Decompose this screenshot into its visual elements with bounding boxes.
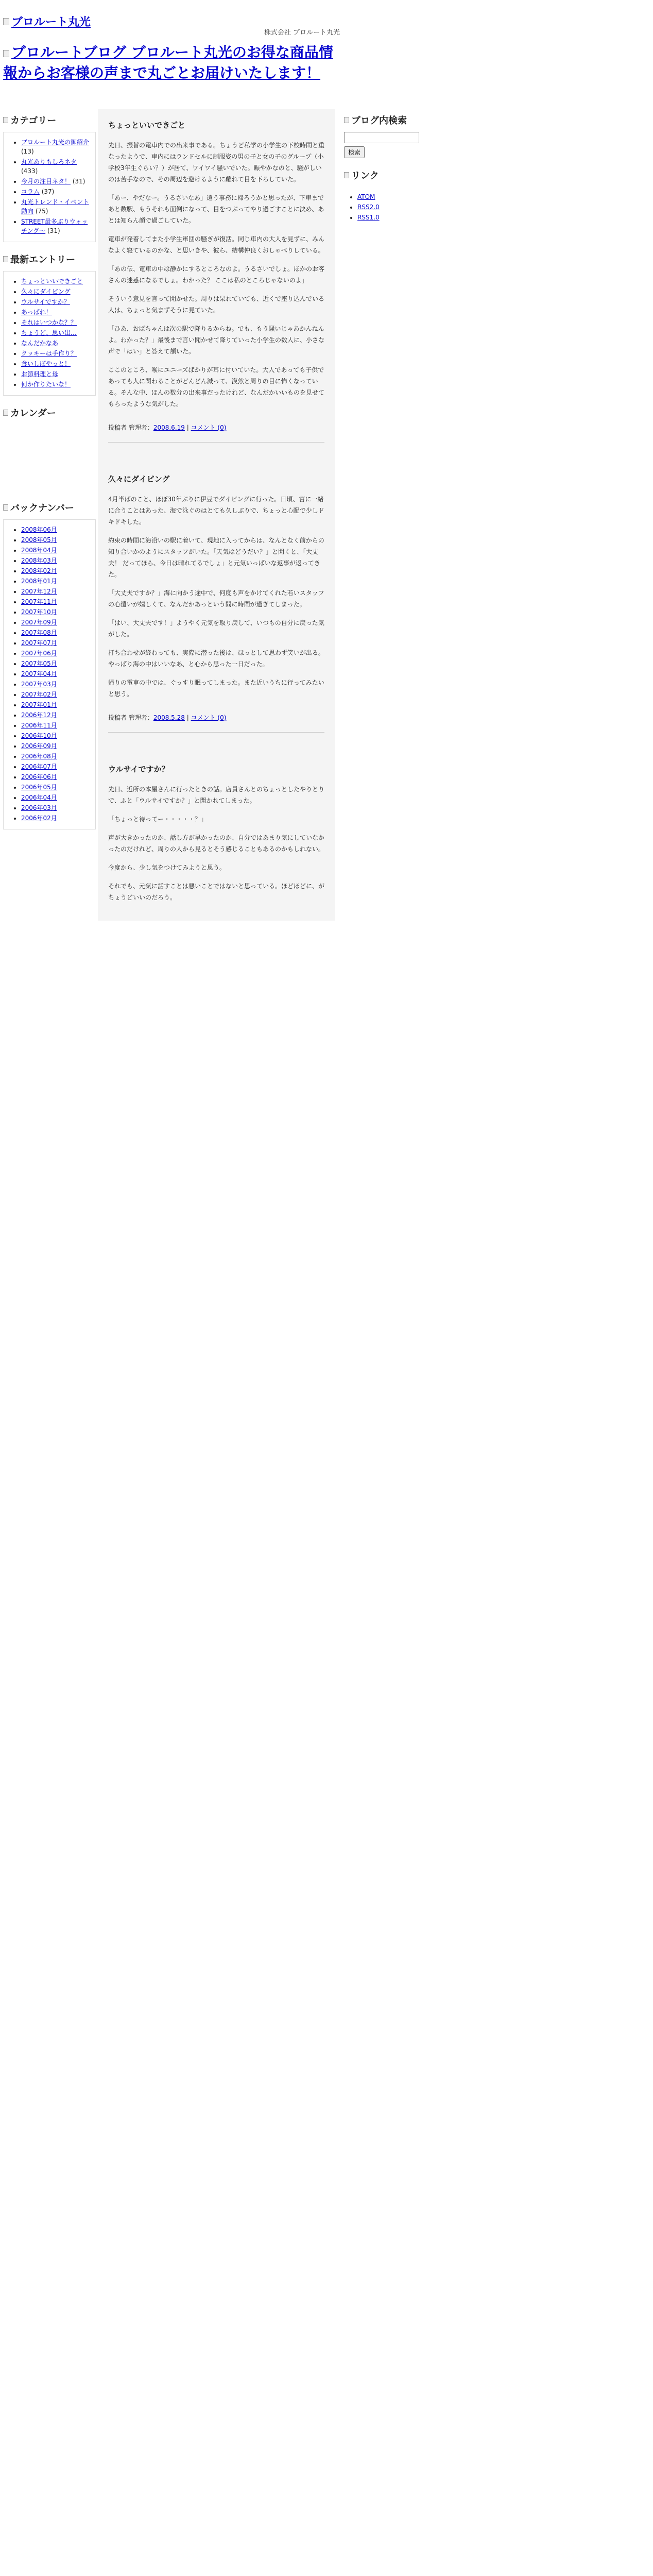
backnumber-item [21, 731, 91, 740]
recent-item [21, 318, 91, 327]
site-logo[interactable] [3, 13, 91, 29]
backnumber-heading [3, 501, 96, 514]
backnumber-link[interactable]: 2006年05月 [21, 784, 57, 791]
recent-link[interactable]: なんだかなあ [21, 340, 59, 347]
recent-link[interactable]: 何か作りたいな！ [21, 381, 71, 388]
backnumber-item [21, 772, 91, 782]
recent-title: 最新エントリー [10, 255, 75, 265]
search-title: ブログ内検索 [351, 115, 407, 126]
category-count: (31) [72, 178, 85, 185]
recent-item [21, 359, 91, 368]
company-name: 株式会社 ブロルート丸光 [264, 29, 340, 37]
backnumber-link[interactable]: 2006年07月 [21, 763, 57, 770]
backnumber-link[interactable]: 2007年09月 [21, 619, 57, 626]
backnumber-item [21, 710, 91, 720]
backnumber-link[interactable]: 2007年07月 [21, 639, 57, 647]
backnumber-link[interactable]: 2007年01月 [21, 701, 57, 708]
backnumber-link[interactable]: 2007年12月 [21, 588, 57, 595]
backnumber-item [21, 566, 91, 575]
backnumber-item [21, 535, 91, 545]
blog-entry [103, 109, 330, 463]
search-heading [344, 113, 421, 127]
backnumber-item [21, 525, 91, 534]
feed-item [357, 202, 417, 212]
category-count: (37) [41, 188, 55, 195]
backnumber-item [21, 649, 91, 658]
backnumber-link[interactable]: 2007年06月 [21, 650, 57, 657]
backnumber-link[interactable]: 2008年06月 [21, 526, 57, 533]
backnumber-item [21, 793, 91, 802]
category-item [21, 177, 91, 186]
logo-image-icon [3, 18, 9, 25]
backnumber-link[interactable]: 2006年02月 [21, 815, 57, 822]
entry-paragraph: 先日、振替の電車内での出来事である。ちょうど私学の小学生の下校時間と重なったようで、車内にはランドセルに制服姿の男の子と女の子のグループ（小学校3年生ぐらい？）が居て、ワイワイ騒いでいた。賑やかなのと、騒がしいのは苦手なので、その周辺を避けるように離れて目を下ろしていた。 [108, 142, 325, 183]
category-heading [3, 113, 96, 127]
recent-item [21, 308, 91, 317]
category-link[interactable]: 丸光ありもしろネタ [21, 158, 77, 165]
entry-paragraph: 声が大きかったのか、話し方が早かったのか、自分ではあまり気にしていなかったのだけれど、周りの人から見るとそう感じることもあるのかもしれない。 [108, 834, 325, 853]
left-sidebar [3, 109, 96, 840]
backnumber-item [21, 803, 91, 812]
backnumber-item [21, 618, 91, 627]
right-sidebar [344, 109, 421, 239]
backnumber-link[interactable]: 2006年09月 [21, 742, 57, 750]
backnumber-item [21, 638, 91, 648]
backnumber-link[interactable]: 2006年12月 [21, 711, 57, 719]
recent-item [21, 369, 91, 379]
category-item [21, 187, 91, 196]
feed-item [357, 192, 417, 201]
backnumber-list [3, 519, 96, 829]
backnumber-link[interactable]: 2008年02月 [21, 567, 57, 574]
blog-banner[interactable] [3, 42, 340, 83]
header [0, 0, 340, 37]
recent-link[interactable]: クッキーは手作り？ [21, 350, 77, 357]
calendar-heading-icon [3, 410, 8, 416]
links-heading [344, 168, 421, 182]
backnumber-item [21, 669, 91, 679]
rss1-feed-link[interactable]: RSS1.0 [357, 214, 380, 221]
entry-paragraph: そういう意見を言って聞かせた。周りは呆れていても、近くで座り込んでいる人は、ちょっと気まずそうに見ていた。 [108, 295, 325, 314]
entry-paragraph: 「ちょっと待ってー・・・・・？」 [108, 816, 208, 823]
backnumber-link[interactable]: 2006年04月 [21, 794, 57, 801]
links-list [344, 187, 421, 228]
recent-link[interactable]: ちょっといいできごと [21, 278, 83, 285]
backnumber-link[interactable]: 2006年08月 [21, 753, 57, 760]
backnumber-link[interactable]: 2007年05月 [21, 660, 57, 667]
recent-link[interactable]: ちょうど、思い出… [21, 329, 77, 336]
category-count: (13) [21, 148, 34, 155]
recent-item [21, 277, 91, 286]
calendar-title: カレンダー [10, 408, 56, 419]
entry-paragraph: ここのところ、喉にユニーズばかりが耳に付いていた。大人であっても子供であっても人に関わることがどんどん減って、漠然と周りの目に怖くなっている。そんな中、ほんの数分の出来事だったけれど、なんだかいいものを見せてもらったような気がした。 [108, 366, 325, 408]
entry-divider [108, 732, 324, 733]
backnumber-link[interactable]: 2007年03月 [21, 681, 57, 688]
page [0, 0, 407, 901]
recent-heading [3, 252, 96, 266]
category-item [21, 157, 91, 176]
backnumber-item [21, 741, 91, 751]
category-link[interactable]: STREET最多ぶりウォッチング～ [21, 218, 88, 234]
backnumber-item [21, 783, 91, 792]
backnumber-item [21, 700, 91, 709]
backnumber-item [21, 680, 91, 689]
entry-meta: 投稿者 管理者：2008.5.28 | コメント (0) [108, 714, 227, 721]
backnumber-link[interactable]: 2007年10月 [21, 608, 57, 616]
entry-divider [108, 442, 324, 443]
backnumber-link[interactable]: 2008年04月 [21, 547, 57, 554]
backnumber-link[interactable]: 2006年10月 [21, 732, 57, 739]
recent-item [21, 338, 91, 348]
recent-list [3, 271, 96, 396]
backnumber-link[interactable]: 2008年03月 [21, 557, 57, 564]
recent-item [21, 287, 91, 296]
category-item [21, 217, 91, 235]
recent-item [21, 380, 91, 389]
entry-comment-link[interactable]: コメント (0) [191, 424, 227, 431]
search-box [344, 132, 421, 158]
recent-item [21, 328, 91, 337]
category-link[interactable]: 今月の注目ネタ！ [21, 178, 71, 185]
backnumber-item [21, 752, 91, 761]
entry-paragraph: 「大丈夫ですか？」海に向かう途中で、何度も声をかけてくれた若いスタッフの心遣いが嬉しくて、なんだかあっという間に時間が過ぎてしまった。 [108, 589, 324, 608]
recent-heading-icon [3, 256, 8, 262]
search-button[interactable]: 検索 [344, 146, 365, 158]
backnumber-item [21, 690, 91, 699]
entry-date-link[interactable]: 2008.5.28 [153, 714, 185, 721]
search-heading-icon [344, 117, 349, 123]
entry-meta: 投稿者 管理者：2008.6.19 | コメント (0) [108, 424, 227, 431]
entry-paragraph: 帰りの電車の中では、ぐっすり眠ってしまった。また近いうちに行ってみたいと思う。 [108, 679, 324, 698]
entry-paragraph: 先日、近所の本屋さんに行ったときの話。店員さんとのちょっとしたやりとりで、ふと「ウルサイですか？」と聞かれてしまった。 [108, 786, 325, 804]
links-title: リンク [351, 171, 379, 181]
category-link[interactable]: 丸光トレンド・イベント動向 [21, 198, 89, 215]
category-item [21, 197, 91, 216]
backnumber-link[interactable]: 2007年04月 [21, 670, 57, 677]
backnumber-item [21, 659, 91, 668]
search-input[interactable] [344, 132, 419, 143]
calendar-heading [3, 406, 96, 419]
backnumber-link[interactable]: 2007年02月 [21, 691, 57, 698]
feed-item [357, 213, 417, 222]
backnumber-link[interactable]: 2008年01月 [21, 578, 57, 585]
category-count: (75) [35, 208, 48, 215]
category-count: (31) [47, 227, 60, 234]
backnumber-item [21, 577, 91, 586]
backnumber-item [21, 597, 91, 606]
recent-link[interactable]: 久々にダイビング [21, 288, 71, 295]
recent-item [21, 297, 91, 307]
category-link[interactable]: ブロルート丸光の御紹介 [21, 139, 90, 146]
backnumber-item [21, 814, 91, 823]
entry-paragraph: 約束の時間に海沿いの駅に着いて、現地に入ってからは、なんとなく前からの知り合いかのようにスタッフがいた。「天気はどうだい？」と聞くと、「大丈夫！ だってほら、今日は晴れてるでしょ」と元気いっぱいな返事が返ってきた。 [108, 537, 324, 578]
entry-author: 投稿者 管理者： [108, 424, 153, 431]
entry-paragraph: 「あー、やだなー。うるさいなあ」遠う事務に帰ろうかと思ったが、下車まであと数駅、もうそれも面倒になって、目をつぶってやり過ごすことに決め、あとは知らん顔で過ごしていた。 [108, 194, 324, 224]
category-count: (433) [21, 167, 38, 175]
recent-link[interactable]: あっぱれ！ [21, 309, 52, 316]
banner-title[interactable]: ブロルートブログ ブロルート丸光のお得な商品情報からお客様の声まで丸ごとお届けいたします！ [3, 44, 333, 81]
logo-link[interactable]: ブロルート丸光 [11, 16, 91, 29]
entry-paragraph: 「はい、大丈夫です！」ようやく元気を取り戻して、いつもの自分に戻った気がした。 [108, 619, 324, 638]
category-item [21, 138, 91, 156]
main-content [98, 109, 335, 921]
rss2-feed-link[interactable]: RSS2.0 [357, 204, 380, 211]
backnumber-link[interactable]: 2007年11月 [21, 598, 57, 605]
calendar-area [3, 425, 96, 497]
recent-item [21, 349, 91, 358]
blog-entry [103, 463, 330, 753]
atom-feed-link[interactable]: ATOM [357, 193, 375, 200]
recent-link[interactable]: それはいつかな？？ [21, 319, 77, 326]
backnumber-link[interactable]: 2006年03月 [21, 804, 57, 811]
blog-entry [103, 753, 330, 921]
category-heading-icon [3, 117, 8, 123]
recent-link[interactable]: お節料理と母 [21, 370, 59, 378]
entry-paragraph: 「あの伝、電車の中は静かにするところなのよ。うるさいでしょ。ほかのお客さんの迷惑になるでしょ。わかった？ ここは私のところじゃないのよ」 [108, 265, 325, 284]
backnumber-link[interactable]: 2008年05月 [21, 536, 57, 544]
entry-title: 久々にダイビング [108, 474, 170, 484]
backnumber-item [21, 556, 91, 565]
backnumber-item [21, 762, 91, 771]
backnumber-link[interactable]: 2007年08月 [21, 629, 57, 636]
entry-paragraph: それでも、元気に話すことは悪いことではないと思っている。ほどほどに、がちょうどいいのだろう。 [108, 883, 325, 901]
entry-comment-link[interactable]: コメント (0) [191, 714, 227, 721]
category-title: カテゴリー [10, 115, 57, 126]
entry-title: ちょっといいできごと [108, 121, 186, 130]
recent-link[interactable]: 食いしぼやっと！ [21, 360, 71, 367]
backnumber-link[interactable]: 2006年06月 [21, 773, 57, 781]
entry-paragraph: 打ち合わせが終わっても、実際に潜った後は、ほっとして思わず笑いが出る。やっぱり海の中はいいなあ、と心から思った一日だった。 [108, 649, 324, 668]
backnumber-item [21, 546, 91, 555]
category-link[interactable]: コラム [21, 188, 40, 195]
backnumber-title: バックナンバー [10, 503, 74, 514]
entry-paragraph: 電車が発着してまた小学生軍団の騒ぎが復活。同じ車内の大人を見ずに、みんなよく寝ているのかな、と思いきや、彼ら、結構仲良くおしゃべりしている。 [108, 235, 325, 254]
backnumber-item [21, 721, 91, 730]
backnumber-item [21, 587, 91, 596]
entry-author: 投稿者 管理者： [108, 714, 153, 721]
entry-paragraph: 4月半ばのこと、ほぼ30年ぶりに伊豆でダイビングに行った。日頃、宮に一緒に合うことはあった、海で泳ぐのはとても久しぶりで、ちょっと心配で少しドキドキした。 [108, 496, 324, 526]
entry-paragraph: 今度から、少し気をつけてみようと思う。 [108, 864, 226, 871]
links-heading-icon [344, 172, 349, 178]
backnumber-link[interactable]: 2006年11月 [21, 722, 57, 729]
backnumber-item [21, 628, 91, 637]
backnumber-heading-icon [3, 504, 8, 511]
banner-image-icon [3, 50, 9, 57]
recent-link[interactable]: ウルサイですか？ [21, 298, 70, 306]
backnumber-item [21, 607, 91, 617]
entry-title: ウルサイですか？ [108, 765, 169, 774]
entry-paragraph: 「ひあ、おばちゃんは次の駅で降りるからね。でも、もう騒いじゃあかんねんよ。わかった？」最後まで言い聞かせて降りていった小学生の数人に、小さな声で「はい」と答えて頷いた。 [108, 325, 325, 355]
category-list [3, 132, 96, 242]
entry-date-link[interactable]: 2008.6.19 [153, 424, 185, 431]
